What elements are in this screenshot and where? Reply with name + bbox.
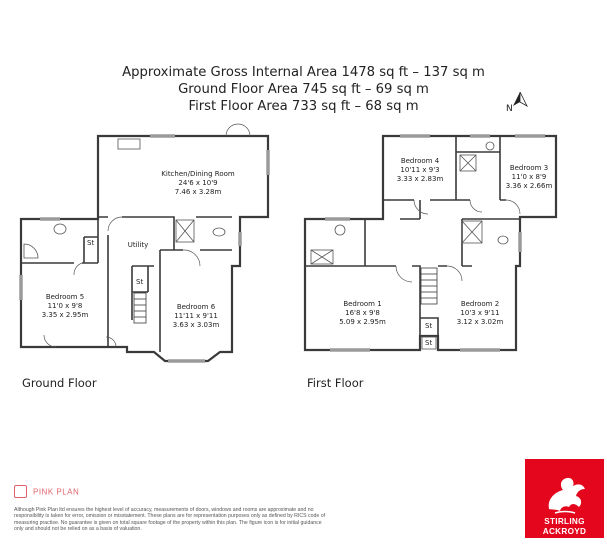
bedroom4-imperial: 10'11 x 9'3 (400, 166, 440, 174)
first-stairs (421, 268, 437, 304)
bedroom2-imperial: 10'3 x 9'11 (460, 309, 500, 317)
brand-name: PINK PLAN (33, 487, 80, 497)
bedroom4-name: Bedroom 4 (400, 157, 440, 165)
bedroom5-imperial: 11'0 x 9'8 (47, 302, 83, 310)
ground-inner-walls (21, 217, 232, 352)
kitchen-imperial: 24'6 x 10'9 (178, 179, 218, 187)
first-door-swings (396, 200, 520, 282)
kitchen-label (138, 170, 258, 197)
bedroom4-metric: 3.33 x 2.83m (396, 175, 444, 183)
first-store-a-label: St (425, 322, 433, 330)
agent-name-line1: STIRLING (544, 517, 585, 526)
utility-label (118, 241, 158, 250)
first-area-text: First Floor Area 733 sq ft – 68 sq m (188, 99, 419, 114)
bedroom2-metric: 3.12 x 3.02m (456, 318, 504, 326)
pink-plan-brand (14, 486, 79, 499)
kitchen-name: Kitchen/Dining Room (161, 170, 235, 178)
bedroom1-metric: 5.09 x 2.95m (339, 318, 386, 326)
bedroom1-label (325, 300, 400, 327)
bedroom6-name: Bedroom 6 (176, 303, 216, 311)
bedroom3-metric: 3.36 x 2.66m (505, 182, 553, 190)
bedroom1-name: Bedroom 1 (343, 300, 382, 308)
bedroom3-label (503, 164, 555, 191)
bedroom1-imperial: 16'8 x 9'8 (345, 309, 380, 317)
ground-store-b-label: St (136, 278, 144, 286)
first-floor-label: First Floor (307, 376, 364, 390)
disclaimer-text: Although Pink Plan ltd ensures the highest level of accuracy, measurements of doors, windows and rooms are approximate and no responsibility is taken for error, omission or misstatement. These plans are for representation purposes only as defined by RICS code of measuring practise. No guarantee is given on total square footage of the property within this plan. The figure icon is for initial guidance only and should not be relied on as a basis of valuation. (14, 507, 326, 533)
agent-name-line2: ACKROYD (542, 527, 587, 536)
bedroom2-label (445, 300, 515, 327)
kitchen-metric: 7.46 x 3.28m (174, 188, 222, 196)
gross-area-text: Approximate Gross Internal Area 1478 sq ft – 137 sq m (122, 65, 485, 80)
bedroom2-name: Bedroom 2 (460, 300, 500, 308)
first-store-b-label: St (425, 339, 433, 347)
bedroom6-imperial: 11'11 x 9'11 (174, 312, 218, 320)
bedroom3-imperial: 11'0 x 8'9 (511, 173, 547, 181)
bedroom4-label (390, 157, 450, 184)
ground-area-text: Ground Floor Area 745 sq ft – 69 sq m (178, 82, 429, 97)
pink-plan-logo-icon (14, 485, 27, 498)
utility-name: Utility (127, 241, 149, 249)
bedroom3-name: Bedroom 3 (509, 164, 549, 172)
ground-stairs (134, 293, 146, 323)
north-arrow-icon (513, 92, 527, 106)
north-label: N (506, 104, 513, 114)
bedroom5-label (30, 293, 100, 320)
ground-floor-label: Ground Floor (22, 376, 97, 390)
agent-logo (525, 459, 604, 538)
bedroom5-name: Bedroom 5 (45, 293, 85, 301)
bedroom6-label (162, 303, 230, 330)
bedroom6-metric: 3.63 x 3.03m (172, 321, 220, 329)
bedroom5-metric: 3.35 x 2.95m (41, 311, 89, 319)
ground-store-a-label: St (87, 239, 95, 247)
